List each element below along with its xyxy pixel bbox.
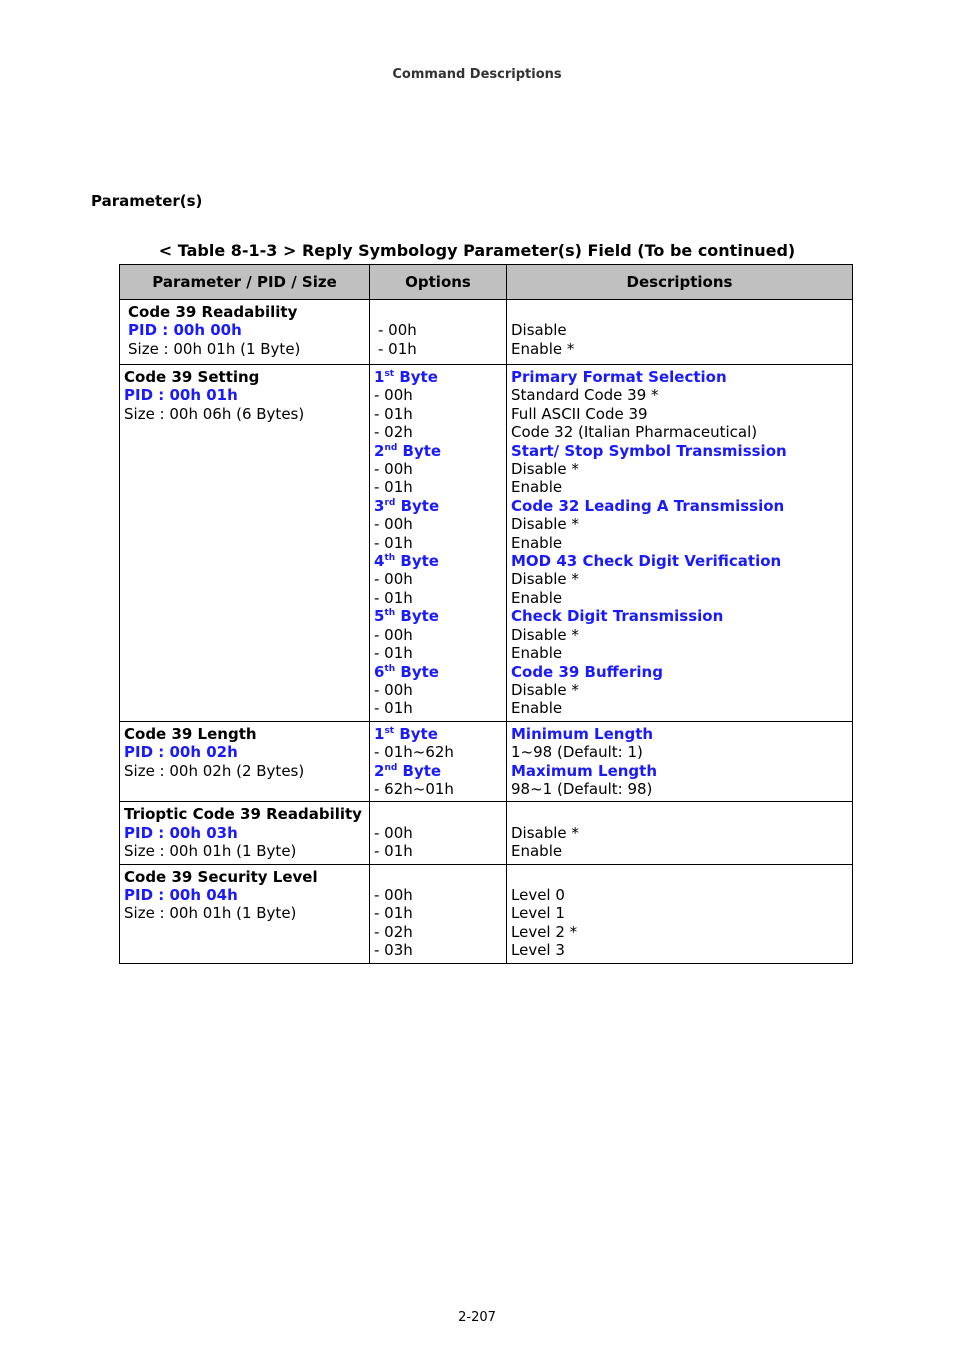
parameter-size: Size : 00h 01h (1 Byte) (124, 842, 297, 861)
option-value: - 00h (374, 885, 413, 904)
option-value: - 02h (374, 922, 413, 941)
descriptions-cell (507, 365, 853, 722)
column-header-options: Options (370, 265, 507, 300)
byte-label (374, 663, 502, 681)
byte-label (374, 607, 502, 625)
byte-label (374, 497, 502, 515)
parameter-size: Size : 00h 02h (2 Bytes) (124, 761, 305, 780)
option-value (378, 303, 502, 321)
descriptions-cell (507, 864, 853, 963)
description-value: 98~1 (Default: 98) (511, 779, 653, 798)
parameter-name: Code 39 Setting (124, 368, 260, 386)
symbology-parameter-table (119, 264, 853, 964)
page-number: 2-207 (458, 1310, 496, 1325)
option-value: - 01h (378, 339, 417, 358)
table-row (120, 721, 853, 802)
byte-word: Byte (402, 761, 442, 780)
parameter-cell (120, 365, 370, 722)
description-value: Enable * (511, 339, 575, 358)
option-value: - 01h (374, 904, 413, 923)
description-heading: Maximum Length (511, 761, 658, 780)
byte-ordinal: st (384, 369, 395, 379)
description-heading: Check Digit Transmission (511, 607, 724, 626)
section-title: Parameter(s) (91, 192, 203, 210)
description-value (511, 868, 848, 886)
description-value: Disable * (511, 570, 579, 589)
descriptions-cell (507, 721, 853, 802)
byte-number: 3 (374, 496, 385, 515)
description-value: 1~98 (Default: 1) (511, 743, 643, 762)
description-heading: Code 39 Buffering (511, 662, 663, 681)
parameter-cell (120, 864, 370, 963)
byte-label (374, 552, 502, 570)
option-value: - 01h (374, 842, 413, 861)
byte-word: Byte (400, 607, 439, 626)
description-heading: Minimum Length (511, 724, 654, 743)
byte-word: Byte (402, 441, 442, 460)
column-header-descriptions: Descriptions (507, 265, 853, 300)
parameter-cell (120, 721, 370, 802)
description-value: Disable * (511, 460, 579, 479)
option-value: - 00h (374, 386, 413, 405)
descriptions-cell (507, 300, 853, 365)
options-cell (370, 300, 507, 365)
byte-ordinal: th (384, 608, 396, 619)
running-header: Command Descriptions (392, 67, 562, 82)
option-value: - 62h~01h (374, 779, 454, 798)
option-value: - 01h (374, 478, 413, 497)
byte-number: 4 (374, 552, 385, 571)
option-value (374, 868, 502, 886)
byte-number: 2 (374, 441, 385, 460)
byte-word: Byte (400, 552, 439, 571)
options-cell (370, 802, 507, 864)
description-value: Full ASCII Code 39 (511, 404, 648, 423)
option-value: - 01h (374, 533, 413, 552)
parameter-pid: PID : 00h 03h (124, 823, 238, 842)
description-value: Level 2 * (511, 922, 578, 941)
parameter-pid: PID : 00h 00h (128, 321, 242, 340)
byte-ordinal: rd (384, 497, 396, 508)
description-value: Disable * (511, 625, 579, 644)
byte-number: 5 (374, 607, 385, 626)
option-value: - 00h (374, 570, 413, 589)
description-value: Enable (511, 588, 563, 607)
parameter-name: Trioptic Code 39 Readability (124, 805, 362, 824)
option-value: - 03h (374, 941, 413, 960)
byte-word: Byte (399, 724, 438, 743)
description-value: Enable (511, 699, 563, 718)
description-value: Disable * (511, 680, 579, 699)
option-value: - 00h (374, 515, 413, 534)
parameter-name: Code 39 Readability (128, 303, 298, 321)
byte-ordinal: nd (384, 762, 398, 773)
options-cell (370, 864, 507, 963)
description-value: Level 0 (511, 885, 565, 904)
parameter-pid: PID : 00h 02h (124, 743, 238, 762)
option-value: - 00h (374, 625, 413, 644)
description-heading: Primary Format Selection (511, 368, 727, 386)
parameter-cell (120, 300, 370, 365)
table-row (120, 300, 853, 365)
byte-ordinal: th (384, 553, 396, 564)
byte-word: Byte (399, 368, 438, 386)
description-value: Disable (511, 321, 567, 340)
description-value (511, 805, 848, 823)
byte-label (374, 442, 502, 460)
description-value: Standard Code 39 * (511, 386, 659, 405)
description-value: Code 32 (Italian Pharmaceutical) (511, 423, 758, 442)
description-value: Enable (511, 533, 563, 552)
table-caption: < Table 8-1-3 > Reply Symbology Parameter(s) Field (To be continued) (158, 241, 796, 260)
description-heading: Start/ Stop Symbol Transmission (511, 441, 787, 460)
parameter-size: Size : 00h 01h (1 Byte) (124, 904, 297, 923)
option-value: - 00h (374, 823, 413, 842)
option-value: - 00h (374, 460, 413, 479)
byte-label (374, 762, 502, 780)
table-row (120, 802, 853, 864)
byte-ordinal: st (384, 725, 395, 736)
parameter-size: Size : 00h 01h (1 Byte) (128, 339, 301, 358)
description-value: Level 1 (511, 904, 565, 923)
option-value: - 01h (374, 699, 413, 718)
table-header-row (120, 265, 853, 300)
options-cell (370, 365, 507, 722)
byte-word: Byte (400, 496, 440, 515)
byte-number: 6 (374, 662, 385, 681)
option-value: - 01h (374, 588, 413, 607)
option-value: - 01h (374, 644, 413, 663)
description-value: Disable * (511, 515, 579, 534)
descriptions-cell (507, 802, 853, 864)
byte-ordinal: nd (384, 442, 398, 453)
description-heading: Code 32 Leading A Transmission (511, 496, 785, 515)
option-value: - 01h (374, 404, 413, 423)
description-value: Enable (511, 478, 563, 497)
table-row (120, 864, 853, 963)
parameter-name: Code 39 Security Level (124, 867, 318, 886)
option-value: - 00h (378, 321, 417, 340)
description-value: Disable * (511, 823, 579, 842)
options-cell (370, 721, 507, 802)
option-value: - 02h (374, 423, 413, 442)
byte-number: 1 (374, 368, 385, 386)
byte-ordinal: th (384, 663, 396, 674)
column-header-parameter: Parameter / PID / Size (120, 265, 370, 300)
byte-number: 1 (374, 724, 385, 743)
description-value: Level 3 (511, 941, 565, 960)
table-row (120, 365, 853, 722)
parameter-cell (120, 802, 370, 864)
parameter-pid: PID : 00h 01h (124, 386, 238, 405)
description-value: Enable (511, 644, 563, 663)
option-value: - 01h~62h (374, 743, 454, 762)
parameter-pid: PID : 00h 04h (124, 885, 238, 904)
byte-label (374, 725, 502, 743)
description-value (511, 303, 848, 321)
description-value: Enable (511, 842, 563, 861)
option-value (374, 805, 502, 823)
parameter-name: Code 39 Length (124, 724, 257, 743)
byte-word: Byte (400, 662, 439, 681)
byte-label (374, 368, 502, 386)
byte-number: 2 (374, 761, 385, 780)
parameter-size: Size : 00h 06h (6 Bytes) (124, 404, 305, 423)
option-value: - 00h (374, 680, 413, 699)
description-heading: MOD 43 Check Digit Verification (511, 552, 782, 571)
